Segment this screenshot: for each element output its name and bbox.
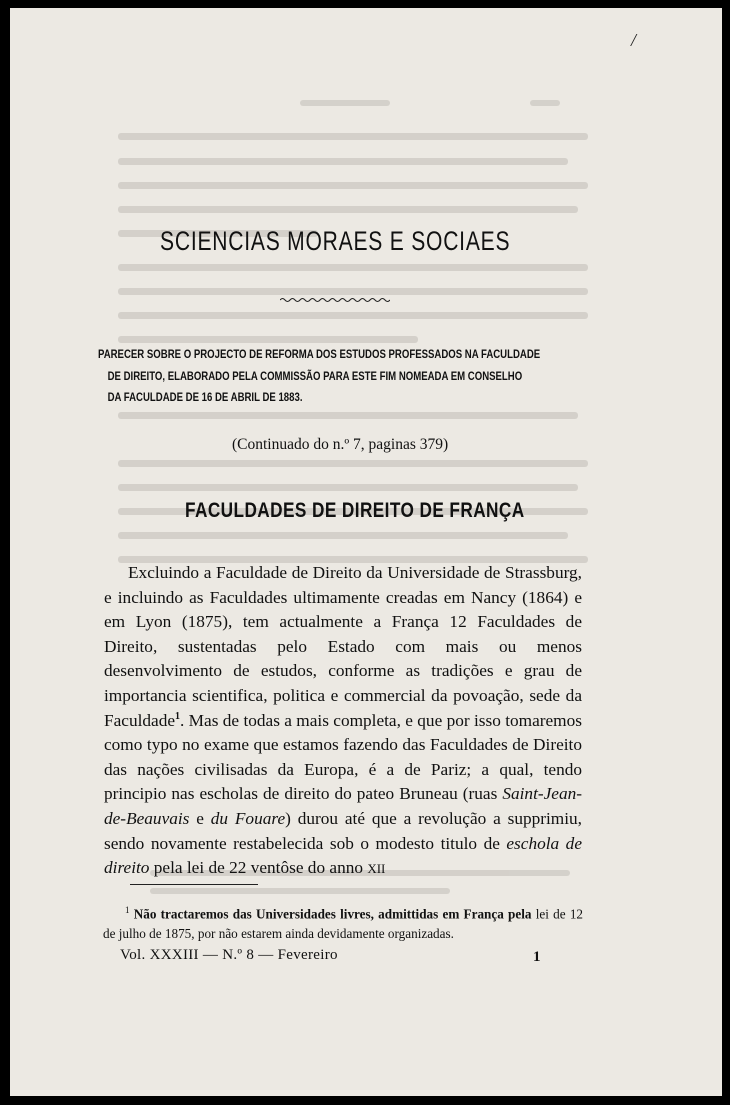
sheet-number: 1	[533, 949, 541, 965]
parecer-line-1: PARECER SOBRE O PROJECTO DE REFORMA DOS ESTUDOS PROFESSADOS NA FACULDADE	[98, 347, 541, 361]
volume-signature: Vol. XXXIII — N.º 8 — Fevereiro	[120, 947, 338, 963]
footnote-number: 1	[125, 905, 130, 915]
parecer-line-3: DA FACULDADE DE 16 DE ABRIL DE 1883.	[107, 390, 303, 404]
body-text-part-4: ) durou até que a revolução a supprimiu, sendo novamente restabelecida sob o modesto titulo de	[104, 808, 582, 853]
body-paragraph	[104, 561, 582, 882]
footnote-text: lei de 12 de julho de 1875, por não estarem ainda devidamente organizadas.	[103, 906, 584, 941]
continuation-note: (Continuado do n.º 7, paginas 379)	[232, 436, 449, 453]
chapter-subtitle: FACULDADES DE DIREITO DE FRANÇA	[185, 499, 525, 522]
parecer-heading	[98, 344, 578, 409]
footnote-reference: 1	[175, 710, 181, 722]
street-name-1: Saint-Jean-de-Beauvais	[104, 784, 582, 828]
body-text-part-3: e	[189, 808, 211, 828]
body-text-part-2: . Mas de todas a mais completa, e que por isso tomaremos como typo no exame que estamos fazendo das Faculdades de Direito das nações civilisadas da Europa, é a de Pariz; a qual, tendo principio nas escholas de direito do pateo Bruneau (ruas	[104, 710, 582, 804]
year-roman-numeral: XII	[367, 861, 386, 877]
street-name-2: du Fouare	[210, 808, 286, 828]
school-title: eschola de direito	[104, 833, 582, 878]
footnote-divider	[130, 884, 258, 885]
document-page	[10, 8, 722, 1096]
corner-mark: /	[631, 30, 637, 50]
ornamental-rule	[280, 297, 390, 303]
footnote-text-bold: Não tractaremos das Universidades livres, admittidas em França pela	[133, 906, 532, 922]
footnote	[103, 901, 583, 943]
section-title: SCIENCIAS MORAES E SOCIAES	[160, 226, 511, 256]
body-text-part-5: pela lei de 22 ventôse do anno	[149, 858, 368, 878]
body-text-part-1: Excluindo a Faculdade de Direito da Universidade de Strassburg, e incluindo as Faculdades ultimamente creadas em Nancy (1864) e em Lyon (1875), tem actualmente a França 12 Faculdades de Direito, sustentadas pelo Estado com mais ou menos desenvolvimento de estudos, conforme as tradições e grau de importancia scientifica, politica e commercial da povoação, sede da Faculdade	[104, 563, 582, 730]
parecer-line-2: DE DIREITO, ELABORADO PELA COMMISSÃO PARA ESTE FIM NOMEADA EM CONSELHO	[107, 368, 523, 383]
